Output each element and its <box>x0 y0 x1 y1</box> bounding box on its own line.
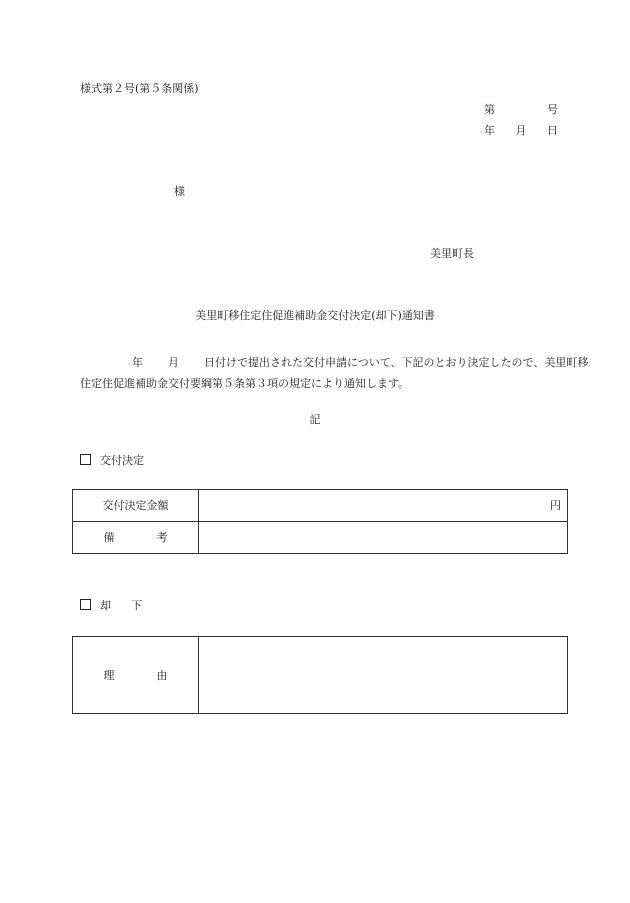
table-row <box>73 490 568 522</box>
ki-heading: 記 <box>309 413 321 426</box>
document-number-prefix: 第 <box>484 103 495 116</box>
reason-value[interactable] <box>199 637 568 714</box>
date-year: 年 <box>484 124 495 137</box>
remarks-value[interactable] <box>199 522 568 554</box>
date-month: 月 <box>515 124 527 137</box>
grant-decision-option[interactable] <box>80 454 144 466</box>
grant-checkbox-icon[interactable] <box>80 454 91 465</box>
date-day: 日 <box>547 124 558 137</box>
form-number: 様式第２号(第５条関係) <box>80 82 199 95</box>
rejection-option[interactable] <box>80 599 142 611</box>
body-month: 月 <box>168 356 179 369</box>
document-date <box>484 125 558 136</box>
body-year: 年 <box>132 356 143 369</box>
body-line-1 <box>80 352 589 373</box>
issuer-name: 美里町長 <box>430 247 474 260</box>
table-row <box>73 522 568 554</box>
table-row <box>73 637 568 714</box>
document-number-suffix: 号 <box>547 103 558 116</box>
body-text <box>80 352 589 394</box>
grant-amount-value[interactable]: 円 <box>199 490 568 522</box>
body-line-2: 住定住促進補助金交付要綱第５条第３項の規定により通知します。 <box>80 377 410 390</box>
reject-label-char-2: 下 <box>131 599 142 612</box>
grant-amount-label: 交付決定金額 <box>73 490 199 522</box>
body-line-1-rest: 日付けで提出された交付申請について、下記のとおり決定したので、美里町移 <box>204 356 589 369</box>
document-title: 美里町移住定住促進補助金交付決定(却下)通知書 <box>195 309 435 322</box>
reject-checkbox-icon[interactable] <box>80 599 91 610</box>
reject-label-char-1: 却 <box>100 599 111 612</box>
grant-checkbox-label: 交付決定 <box>100 454 144 467</box>
document-number <box>484 104 558 115</box>
grant-table <box>72 489 568 554</box>
rejection-table <box>72 636 568 714</box>
addressee-honorific: 様 <box>174 185 185 198</box>
remarks-label: 備 考 <box>73 522 199 554</box>
reason-label: 理 由 <box>73 637 199 714</box>
